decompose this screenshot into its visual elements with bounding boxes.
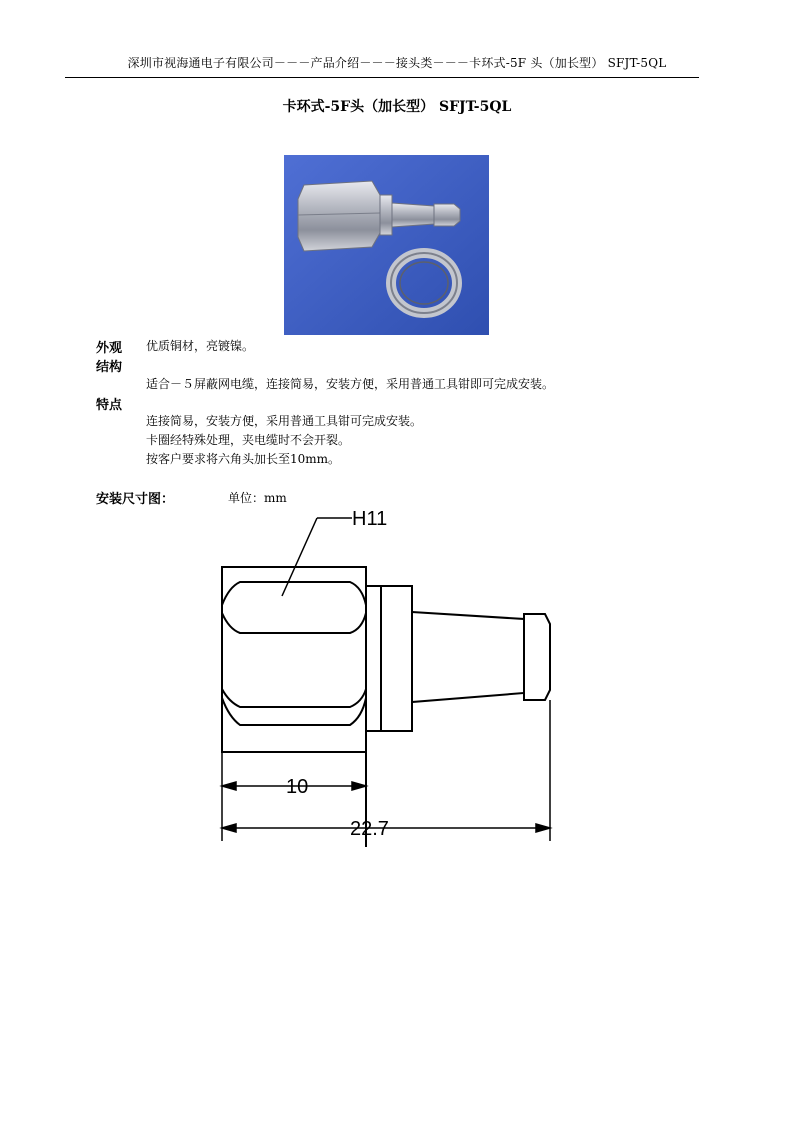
- feature-item: 连接简易，安装方便，采用普通工具钳可完成安装。: [146, 414, 423, 428]
- hex-face-top: [222, 582, 366, 605]
- tip: [524, 614, 550, 700]
- barrel: [412, 612, 524, 702]
- page-title: 卡环式-5F头（加长型） SFJT-5QL: [282, 99, 512, 115]
- appearance-text: 优质铜材，亮镀镍。: [146, 339, 255, 353]
- dimension-label: 安装尺寸图：: [96, 492, 175, 507]
- appearance-label: 外观: [96, 341, 123, 356]
- dimension-total-length: 22.7: [350, 818, 389, 840]
- product-photo: [284, 155, 489, 335]
- feature-item: 按客户要求将六角头加长至10mm。: [146, 452, 341, 466]
- features-label: 特点: [96, 398, 123, 413]
- dimension-drawing: [200, 495, 580, 855]
- dimension-hex-length: 10: [286, 776, 309, 798]
- hex-size-label: H11: [352, 508, 388, 530]
- unit-label: 单位：mm: [228, 491, 287, 505]
- header-rule: [65, 77, 699, 78]
- structure-text: 适合－５屏蔽网电缆，连接简易，安装方便，采用普通工具钳即可完成安装。: [146, 377, 555, 391]
- page-header: 深圳市视海通电子有限公司－－－产品介绍－－－接头类－－－卡环式-5F 头（加长型） SFJT-5QL: [127, 56, 667, 70]
- collar: [366, 586, 412, 731]
- feature-item: 卡圈经特殊处理，夹电缆时不会开裂。: [146, 433, 351, 447]
- structure-label: 结构: [96, 360, 123, 375]
